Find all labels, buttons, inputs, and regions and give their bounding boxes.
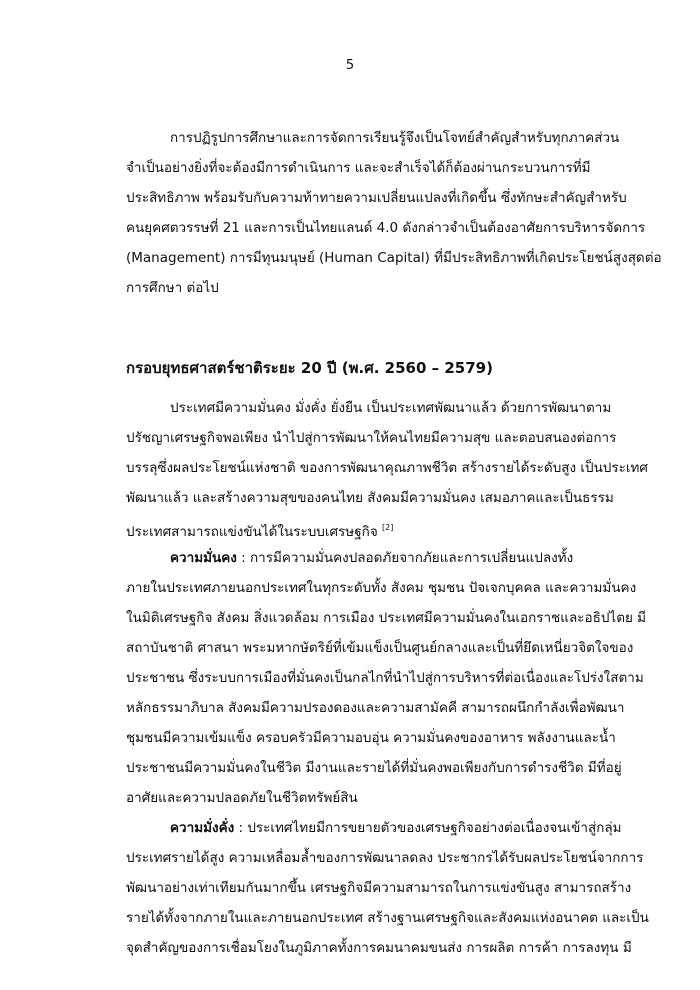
- paragraph-line: หลักธรรมาภิบาล สังคมมีความปรองดองและความสามัคคี สามารถผนึกกำลังเพื่อพัฒนา: [126, 700, 625, 716]
- prosperity-first-line: [170, 818, 622, 838]
- paragraph-line: การศึกษา ต่อไป: [126, 280, 219, 296]
- section-heading: กรอบยุทธศาสตร์ชาติระยะ 20 ปี (พ.ศ. 2560 – 2579): [126, 359, 493, 377]
- paragraph-text: ประเทศสามารถแข่งขันได้ในระบบเศรษฐกิจ: [126, 524, 378, 540]
- paragraph-line: ประเทศรายได้สูง ความเหลื่อมล้ำของการพัฒนาลดลง ประชากรได้รับผลประโยชน์จากการ: [126, 850, 644, 866]
- paragraph-line: จุดสำคัญของการเชื่อมโยงในภูมิภาคทั้งการคมนาคมขนส่ง การผลิต การค้า การลงทุน มี: [126, 940, 632, 956]
- paragraph-line: พัฒนาอย่างเท่าเทียมกันมากขึ้น เศรษฐกิจมีความสามารถในการแข่งขันสูง สามารถสร้าง: [126, 880, 632, 896]
- page-number: 5: [345, 58, 355, 73]
- paragraph-line: ประชาชน ซึ่งระบบการเมืองที่มั่นคงเป็นกลไกที่นำไปสู่การบริหารที่ต่อเนื่องและโปร่งใสตาม: [126, 670, 644, 686]
- paragraph-line: จำเป็นอย่างยิ่งที่จะต้องมีการดำเนินการ และจะสำเร็จได้ก็ต้องผ่านกระบวนการที่มี: [126, 160, 591, 176]
- paragraph-line: ประสิทธิภาพ พร้อมรับกับความท้าทายความเปลี่ยนแปลงที่เกิดขึ้น ซึ่งทักษะสำคัญสำหรับ: [126, 190, 627, 206]
- paragraph-line: ประเทศมีความมั่นคง มั่งคั่ง ยั่งยืน เป็นประเทศพัฒนาแล้ว ด้วยการพัฒนาตาม: [170, 400, 612, 416]
- paragraph-line: ในมิติเศรษฐกิจ สังคม สิ่งแวดล้อม การเมือง ประเทศมีความมั่นคงในเอกราชและอธิปไตย มี: [126, 610, 647, 626]
- paragraph-line: คนยุคศตวรรษที่ 21 และการเป็นไทยแลนด์ 4.0 ดังกล่าวจำเป็นต้องอาศัยการบริหารจัดการ: [126, 220, 646, 236]
- paragraph-line: [126, 518, 393, 542]
- security-label: ความมั่นคง: [170, 550, 237, 566]
- prosperity-label: ความมั่งคั่ง: [170, 820, 235, 836]
- citation: [2]: [382, 523, 394, 532]
- paragraph-line: ชุมชนมีความเข้มแข็ง ครอบครัวมีความอบอุ่น ความมั่นคงของอาหาร พลังงานและน้ำ: [126, 730, 616, 746]
- paragraph-line: (Management) การมีทุนมนุษย์ (Human Capital) ที่มีประสิทธิภาพที่เกิดประโยชน์สูงสุดต่อ: [126, 250, 662, 266]
- security-intro: : การมีความมั่นคงปลอดภัยจากภัยและการเปลี่ยนแปลงทั้ง: [236, 550, 574, 566]
- paragraph-line: อาศัยและความปลอดภัยในชีวิตทรัพย์สิน: [126, 790, 358, 806]
- paragraph-line: สถาบันชาติ ศาสนา พระมหากษัตริย์ที่เข้มแข็งเป็นศูนย์กลางและเป็นที่ยึดเหนี่ยวจิตใจของ: [126, 640, 634, 656]
- prosperity-intro: : ประเทศไทยมีการขยายตัวของเศรษฐกิจอย่างต่อเนื่องจนเข้าสู่กลุ่ม: [234, 820, 622, 836]
- paragraph-line: การปฏิรูปการศึกษาและการจัดการเรียนรู้จึงเป็นโจทย์สำคัญสำหรับทุกภาคส่วน: [170, 130, 620, 146]
- paragraph-line: พัฒนาแล้ว และสร้างความสุขของคนไทย สังคมมีความมั่นคง เสมอภาคและเป็นธรรม: [126, 490, 614, 506]
- paragraph-line: ภายในประเทศภายนอกประเทศในทุกระดับทั้ง สังคม ชุมชน ปัจเจกบุคคล และความมั่นคง: [126, 580, 637, 596]
- security-first-line: [170, 548, 573, 568]
- paragraph-line: ปรัชญาเศรษฐกิจพอเพียง นำไปสู่การพัฒนาให้คนไทยมีความสุข และตอบสนองต่อการ: [126, 430, 617, 446]
- paragraph-line: บรรลุซึ่งผลประโยชน์แห่งชาติ ของการพัฒนาคุณภาพชีวิต สร้างรายได้ระดับสูง เป็นประเทศ: [126, 460, 648, 476]
- paragraph-line: รายได้ทั้งจากภายในและภายนอกประเทศ สร้างฐานเศรษฐกิจและสังคมแห่งอนาคต และเป็น: [126, 910, 649, 926]
- paragraph-line: ประชาชนมีความมั่นคงในชีวิต มีงานและรายได้ที่มั่นคงพอเพียงกับการดำรงชีวิต มีที่อยู่: [126, 760, 622, 776]
